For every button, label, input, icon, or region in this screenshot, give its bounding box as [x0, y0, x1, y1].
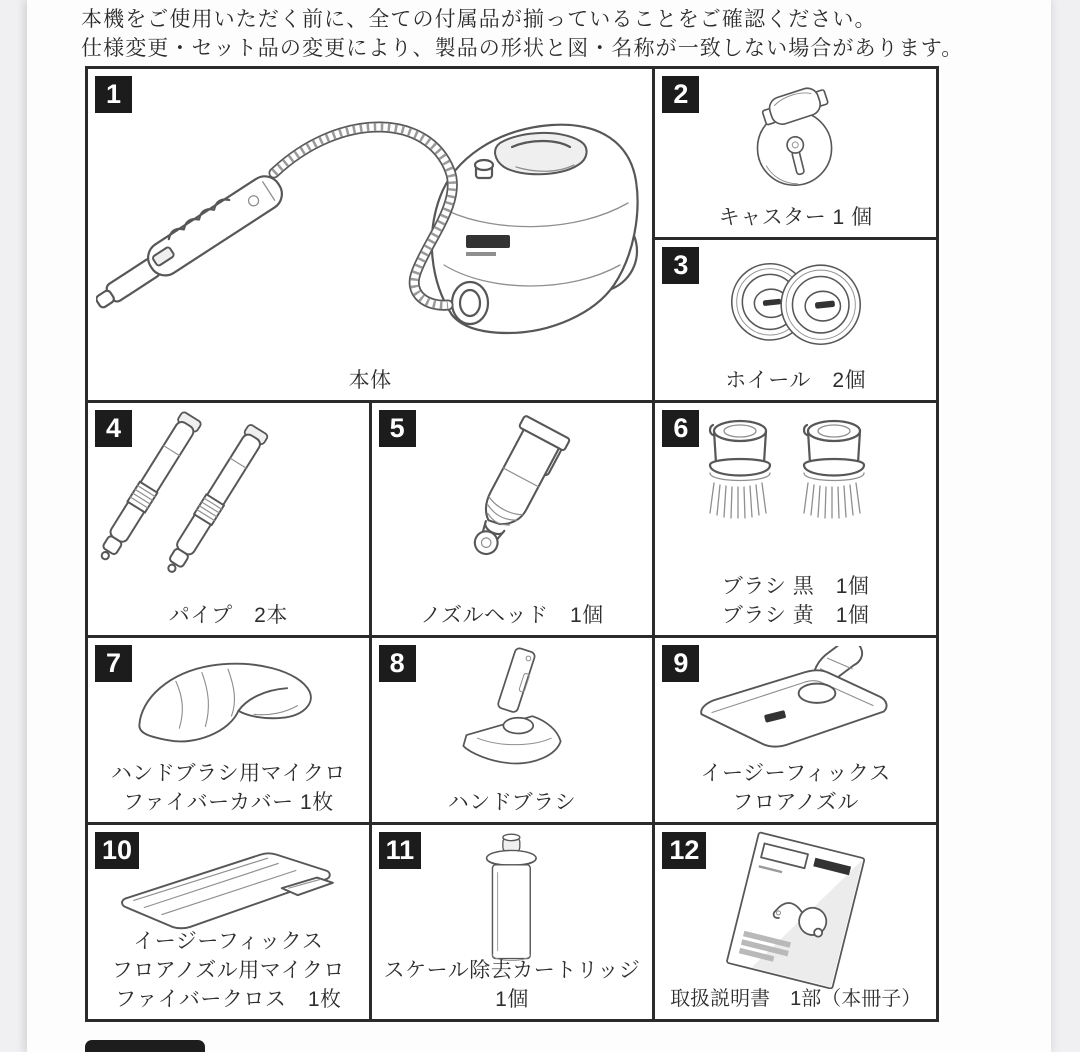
- item-number-badge: 10: [95, 832, 139, 869]
- item-label: ホイール 2個: [725, 369, 867, 392]
- cell-caster: [655, 69, 936, 237]
- intro-line-1: 本機をご使用いただく前に、全ての付属品が揃っていることをご確認ください。: [81, 8, 877, 31]
- descaler-cartridge-illustration: [459, 827, 564, 969]
- item-label: イージーフィックス フロアノズル: [700, 762, 891, 814]
- item-label: スケール除去カートリッジ 1個: [383, 959, 641, 1011]
- cell-hand-brush-cover: [88, 638, 369, 822]
- cell-brushes: [655, 403, 936, 635]
- brand-plate: [466, 235, 510, 248]
- hand-brush-illustration: [407, 644, 617, 779]
- main-unit-illustration: [96, 83, 648, 361]
- cell-instruction-manual: [655, 825, 936, 1019]
- item-number-badge: 6: [662, 410, 699, 447]
- item-label: 取扱説明書 1部（本冊子）: [670, 988, 922, 1010]
- item-number-badge: 3: [662, 247, 699, 284]
- item-label: ノズルヘッド 1個: [420, 604, 604, 627]
- item-label: ハンドブラシ: [447, 791, 577, 814]
- cell-nozzle-head: [372, 403, 653, 635]
- item-number-badge: 12: [662, 832, 706, 869]
- item-number-badge: 4: [95, 410, 132, 447]
- item-label: 本体: [348, 369, 392, 392]
- cell-main-unit: [88, 69, 652, 400]
- item-number-badge: 2: [662, 76, 699, 113]
- cell-descaler-cartridge: [372, 825, 653, 1019]
- wheels-illustration: [671, 244, 921, 364]
- cell-floor-nozzle: [655, 638, 936, 822]
- item-label: ブラシ 黒 1個 ブラシ 黄 1個: [721, 575, 870, 627]
- item-label: キャスター 1 個: [718, 206, 873, 229]
- item-label: ハンドブラシ用マイクロ ファイバーカバー 1枚: [110, 762, 346, 814]
- cell-hand-brush: [372, 638, 653, 822]
- item-number-badge: 11: [379, 832, 422, 869]
- cell-pipes: [88, 403, 369, 635]
- nozzle-head-illustration: [412, 407, 612, 587]
- accessory-table: [85, 66, 939, 1022]
- item-number-badge: 7: [95, 645, 132, 682]
- item-number-badge: 9: [662, 645, 699, 682]
- floor-nozzle-cloth-illustration: [101, 837, 356, 941]
- item-label: イージーフィックス フロアノズル用マイクロ ファイバークロス 1枚: [111, 930, 345, 1011]
- cell-wheels: [655, 240, 936, 400]
- caster-illustration: [676, 77, 916, 203]
- pipes-illustration: [98, 409, 358, 589]
- item-number-badge: 1: [95, 76, 132, 113]
- hand-brush-cover-illustration: [103, 650, 353, 756]
- item-number-badge: 5: [379, 410, 416, 447]
- brushes-illustration: [676, 417, 916, 547]
- instruction-manual-illustration: [696, 829, 896, 989]
- item-number-badge: 8: [379, 645, 416, 682]
- next-section-tab: [85, 1040, 205, 1052]
- intro-line-2: 仕様変更・セット品の変更により、製品の形状と図・名称が一致しない場合があります。: [81, 37, 964, 60]
- intro-text: [81, 5, 981, 63]
- item-label: パイプ 2本: [168, 604, 288, 627]
- cell-floor-nozzle-cloth: [88, 825, 369, 1019]
- floor-nozzle-illustration: [676, 646, 916, 758]
